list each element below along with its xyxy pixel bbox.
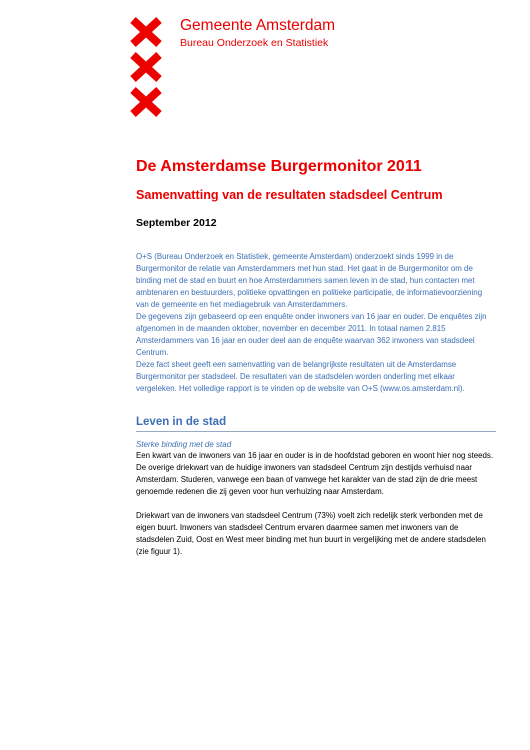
intro-paragraph: O+S (Bureau Onderzoek en Statistiek, gemeente Amsterdam) onderzoekt sinds 1999 in de Burgermonitor de relatie van Amsterdammers met hun stad. Het gaat in de Burgermonitor om de binding met de stad en buurt en hoe Amsterdammers samen leven in de stad, hun contacten met ambtenaren en bestuurders, politieke opvattingen en politieke participatie, de informatievoorziening van de gemeente en het mediagebruik van Amsterdammers. (136, 252, 483, 309)
amsterdam-logo (128, 17, 166, 122)
section-heading: Leven in de stad (136, 416, 227, 428)
document-subtitle: Samenvatting van de resultaten stadsdeel Centrum (136, 188, 443, 202)
intro-paragraph: Deze fact sheet geeft een samenvatting van de belangrijkste resultaten uit de Amsterdamse Burgermonitor per stadsdeel. De resultaten van de stadsdelen worden onderling met elkaar vergeleken. Het volledige rapport is te vinden op de website van O+S (www.os.amsterdam.nl). (136, 360, 465, 393)
document-title: De Amsterdamse Burgermonitor 2011 (136, 158, 422, 175)
section-subheading: Sterke binding met de stad (136, 440, 232, 449)
org-name: Gemeente Amsterdam (180, 17, 336, 34)
body-paragraph: Een kwart van de inwoners van 16 jaar en ouder is in de hoofdstad geboren en woont hier nog steeds. De overige driekwart van de huidige inwoners van stadsdeel Centrum zijn destijds verhuisd naar Amsterdam. Studeren, vanwege een baan of vanwege het karakter van de stad zijn de drie meest genoemde redenen die zij geven voor hun verhuizing naar Amsterdam. (136, 451, 494, 496)
cross-icon (128, 52, 164, 82)
intro-text (136, 251, 496, 395)
section-body (136, 450, 496, 558)
cross-icon (128, 17, 164, 47)
intro-paragraph: De gegevens zijn gebaseerd op een enquête onder inwoners van 16 jaar en ouder. De enquêtes zijn afgenomen in de maanden oktober, november en december 2011. In totaal namen 2.815 Amsterdammers van 16 jaar en ouder deel aan de enquête waarvan 362 inwoners van stadsdeel Centrum. (136, 312, 487, 357)
organization-header (180, 17, 335, 50)
org-subtitle: Bureau Onderzoek en Statistiek (180, 37, 329, 49)
cross-icon (128, 87, 164, 117)
section-divider (136, 431, 496, 432)
document-content (136, 157, 496, 558)
body-paragraph: Driekwart van de inwoners van stadsdeel Centrum (73%) voelt zich redelijk sterk verbonden met de eigen buurt. Inwoners van stadsdeel Centrum ervaren daarmee samen met inwoners van de stadsdelen Zuid, Oost en West meer binding met hun buurt in vergelijking met de andere stadsdelen (zie figuur 1). (136, 511, 486, 556)
document-date: September 2012 (136, 217, 217, 229)
